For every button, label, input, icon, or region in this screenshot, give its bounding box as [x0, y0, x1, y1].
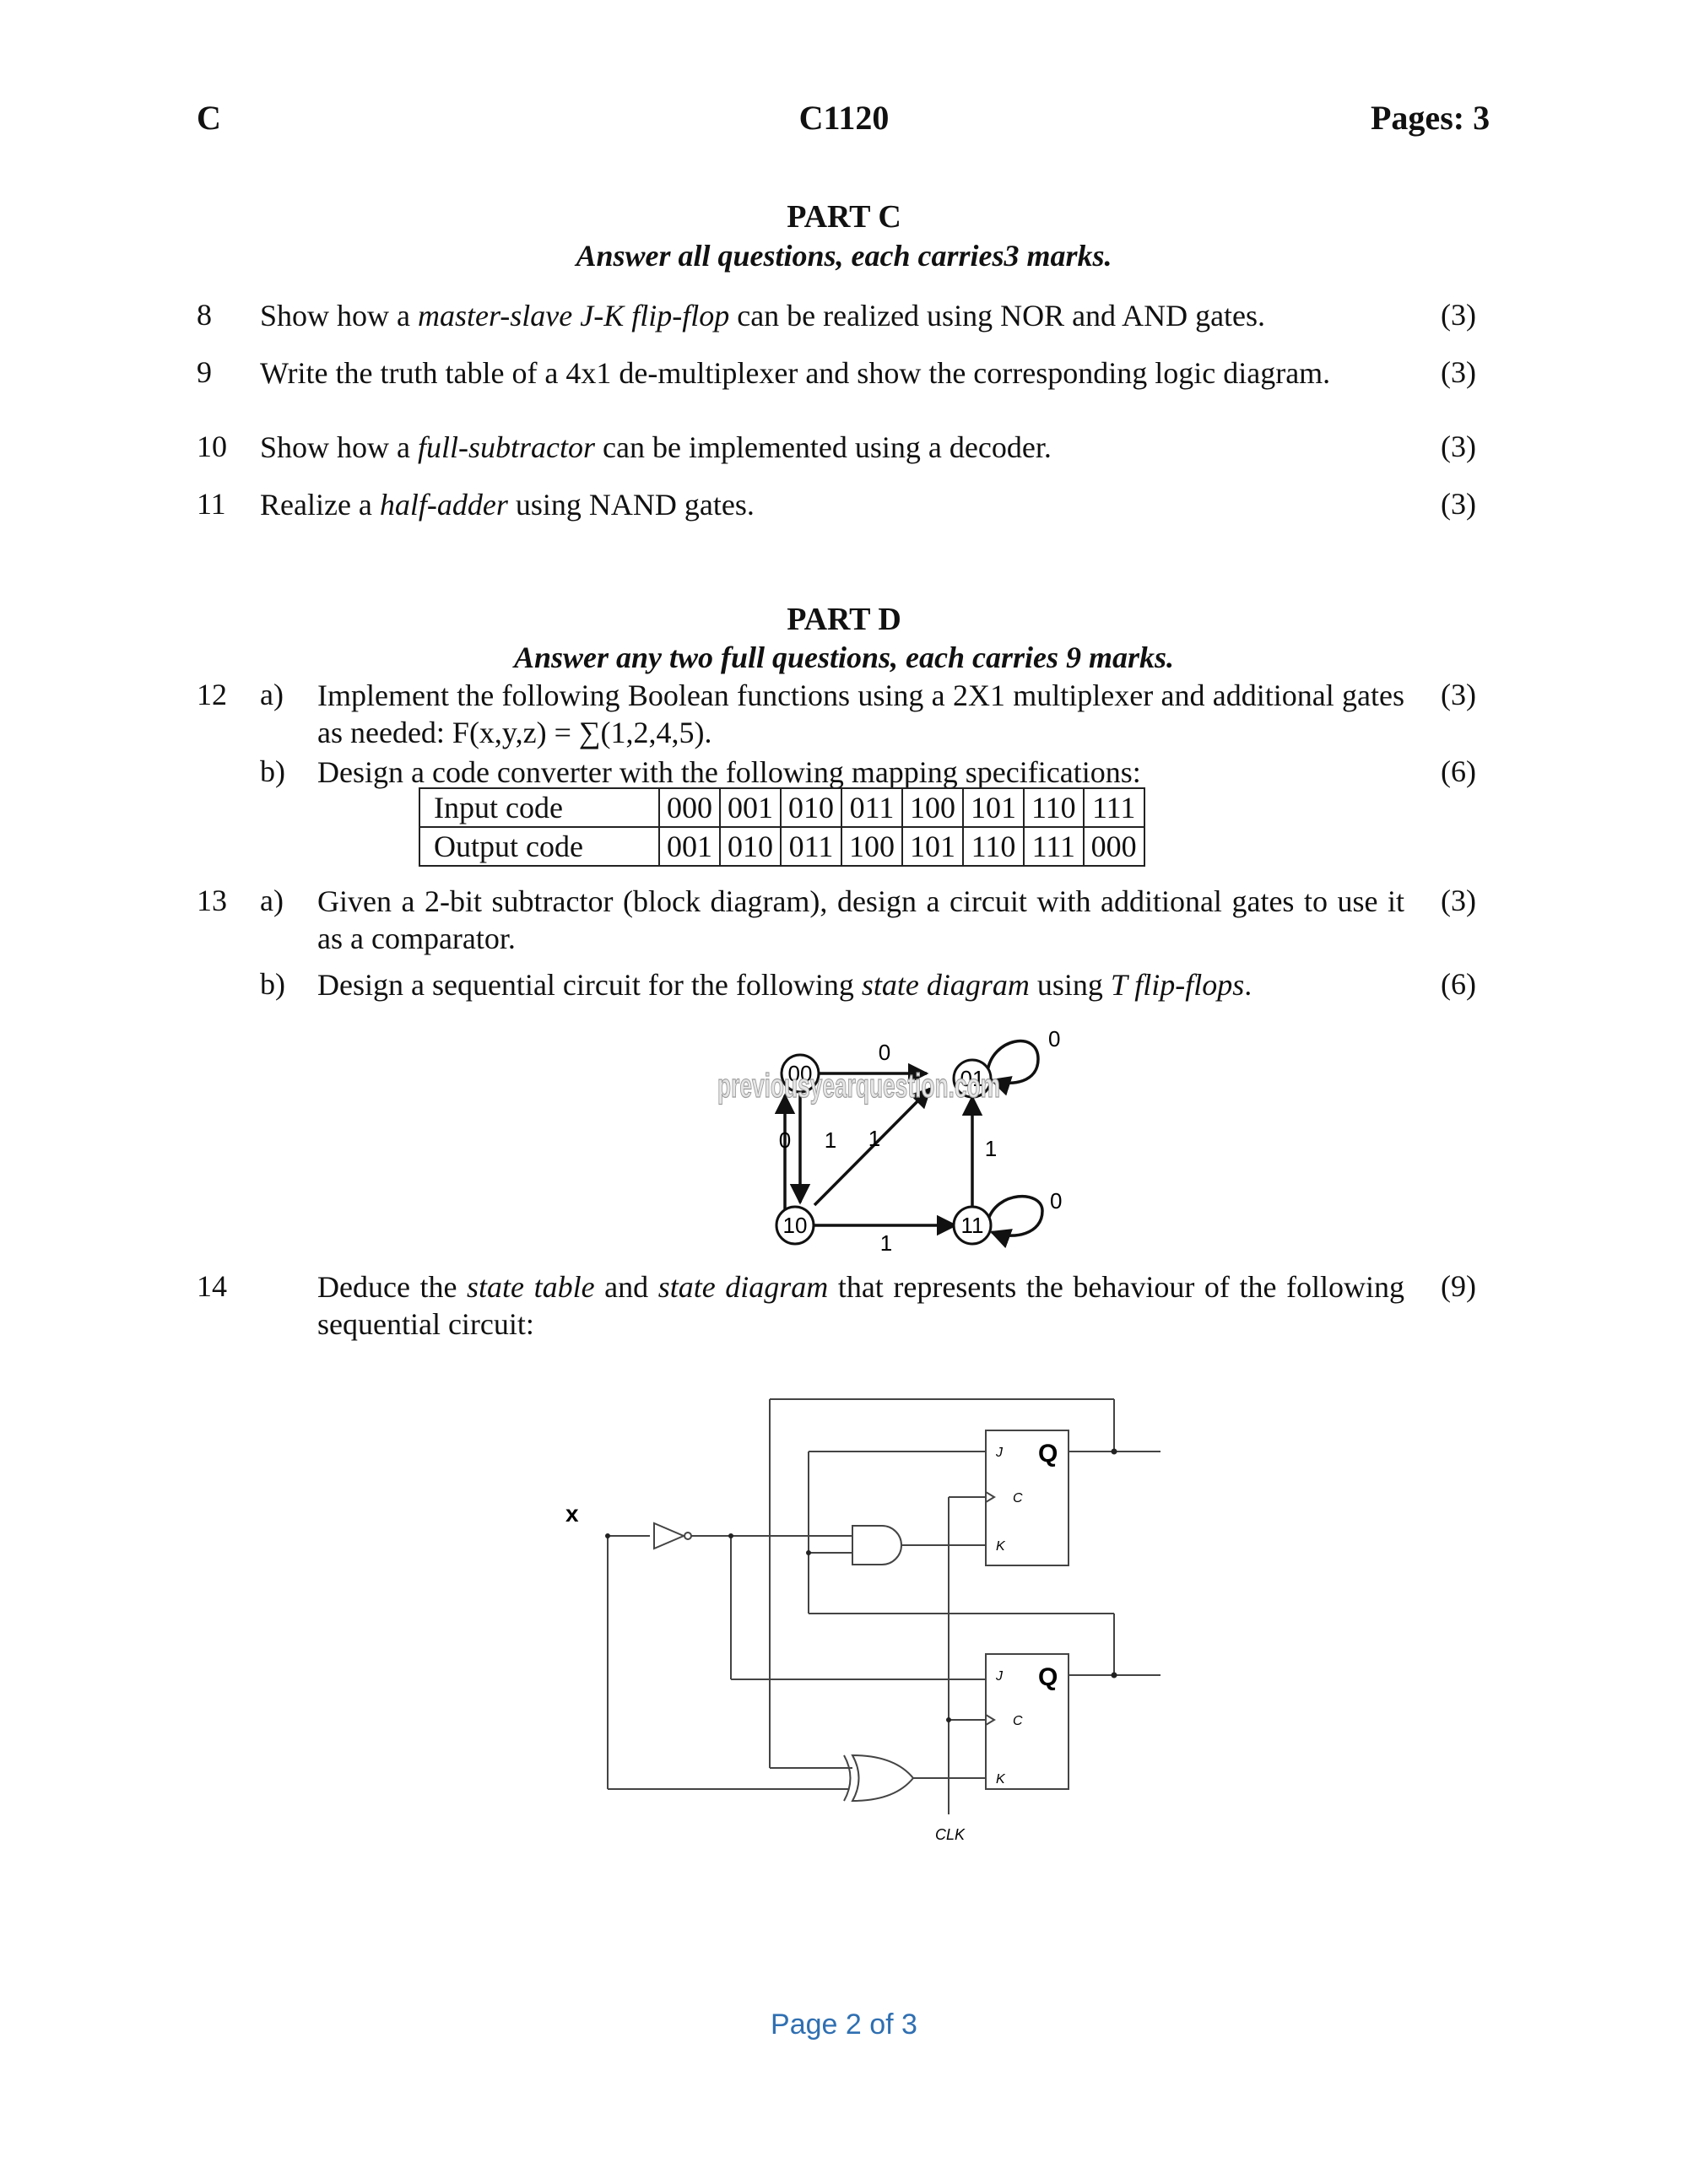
table-cell: 101 [902, 827, 963, 866]
junction-dot [605, 1533, 610, 1538]
question-marks: (6) [1441, 754, 1476, 788]
xor-gate [852, 1755, 913, 1801]
edge-label: 0 [1048, 1026, 1061, 1051]
table-cell: 111 [1024, 827, 1084, 866]
ff-pin-label: K [996, 1539, 1005, 1554]
and-gate [852, 1526, 901, 1565]
table-row [419, 788, 1144, 827]
question-marks: (3) [1441, 430, 1476, 463]
question-number: 8 [197, 298, 212, 332]
edge-label: 1 [868, 1126, 881, 1151]
xor-gate-curve [844, 1755, 851, 1801]
table-cell: 100 [841, 827, 902, 866]
question-number: 10 [197, 430, 227, 463]
question-marks: (3) [1441, 355, 1476, 389]
table-cell: 000 [1084, 827, 1144, 866]
table-cell: 100 [902, 788, 963, 827]
table-row-label: Output code [419, 827, 659, 866]
question-11-text: Realize a half-adder using NAND gates. [260, 488, 755, 522]
ff-q-label: Q [1038, 1440, 1058, 1468]
clk-label: CLK [935, 1826, 966, 1843]
page-count: Pages: 3 [1371, 99, 1491, 137]
question-marks: (3) [1441, 678, 1476, 711]
junction-dot [806, 1550, 811, 1555]
edge-label: 0 [878, 1040, 891, 1065]
header-left-letter: C [197, 99, 221, 137]
edge-label: 1 [824, 1127, 837, 1153]
question-number: 9 [197, 355, 212, 389]
ff-pin-label: C [1013, 1491, 1023, 1506]
question-number: 11 [197, 487, 226, 521]
state-diagram [701, 1021, 1089, 1274]
ff-pin-label: C [1013, 1714, 1023, 1728]
question-12a-text: Implement the following Boolean functions using a 2X1 multiplexer and additional gates as needed: F(x,y,z) = ∑(1,2,4,5). [317, 678, 1404, 749]
ff-q-label: Q [1038, 1663, 1058, 1691]
question-number: 13 [197, 884, 227, 917]
table-cell: 010 [720, 827, 781, 866]
part-d-instruction: Answer any two full questions, each carries 9 marks. [513, 641, 1175, 674]
state-label: 11 [960, 1213, 984, 1238]
paper-code: C1120 [798, 99, 890, 137]
edge-label: 0 [1050, 1188, 1063, 1214]
question-13a-text: Given a 2-bit subtractor (block diagram), design a circuit with additional gates to use it as a comparator. [317, 884, 1404, 955]
ff-pin-label: J [996, 1669, 1003, 1684]
edge-11-self [987, 1197, 1042, 1236]
question-marks: (6) [1441, 967, 1476, 1001]
junction-dot [1112, 1673, 1117, 1679]
junction-dot [728, 1533, 733, 1538]
table-cell: 110 [963, 827, 1024, 866]
subpart-label: b) [260, 967, 285, 1001]
part-c-title: PART C [787, 199, 901, 235]
subpart-label: a) [260, 678, 284, 711]
question-14-text: Deduce the state table and state diagram that represents the behaviour of the following sequential circuit: [317, 1270, 1404, 1341]
question-13b-text: Design a sequential circuit for the following state diagram using T flip-flops. [317, 968, 1252, 1002]
edge-label: 1 [984, 1136, 998, 1161]
junction-dot [946, 1717, 951, 1722]
clock-triangle [986, 1715, 994, 1725]
watermark: previousyearquestion.com [717, 1068, 1000, 1105]
edge-label: 1 [879, 1230, 893, 1256]
table-row [419, 827, 1144, 866]
state-label: 01 [960, 1066, 985, 1091]
state-label: 00 [787, 1061, 813, 1086]
input-x-label: x [565, 1500, 579, 1527]
sequential-circuit [540, 1384, 1182, 1857]
table-cell: 000 [659, 788, 720, 827]
table-cell: 011 [841, 788, 902, 827]
question-marks: (9) [1441, 1269, 1476, 1303]
ff-pin-label: J [996, 1446, 1003, 1460]
table-cell: 001 [659, 827, 720, 866]
clock-triangle [986, 1492, 994, 1502]
question-12b-text: Design a code converter with the following mapping specifications: [317, 755, 1141, 789]
question-marks: (3) [1441, 298, 1476, 332]
part-d-title: PART D [787, 602, 901, 637]
part-c-instruction: Answer all questions, each carries3 marks. [576, 239, 1112, 273]
subpart-label: b) [260, 754, 285, 788]
junction-dot [1112, 1449, 1117, 1455]
question-number: 12 [197, 678, 227, 711]
code-converter-table [419, 787, 1145, 867]
ff-pin-label: K [996, 1772, 1005, 1787]
edge-label: 0 [778, 1127, 792, 1153]
table-cell: 001 [720, 788, 781, 827]
question-number: 14 [197, 1269, 227, 1303]
question-10-text: Show how a full-subtractor can be implemented using a decoder. [260, 430, 1052, 464]
table-cell: 011 [781, 827, 841, 866]
table-cell: 101 [963, 788, 1024, 827]
table-cell: 010 [781, 788, 841, 827]
table-cell: 110 [1024, 788, 1084, 827]
question-8-text: Show how a master-slave J-K flip-flop can be realized using NOR and AND gates. [260, 299, 1266, 332]
subpart-label: a) [260, 884, 284, 917]
question-marks: (3) [1441, 884, 1476, 917]
not-gate [654, 1523, 684, 1549]
table-cell: 111 [1084, 788, 1144, 827]
page-footer: Page 2 of 3 [771, 2008, 917, 2041]
state-label: 10 [782, 1213, 808, 1238]
table-row-label: Input code [419, 788, 659, 827]
question-9-text: Write the truth table of a 4x1 de-multiplexer and show the corresponding logic diagram. [260, 356, 1331, 390]
question-marks: (3) [1441, 487, 1476, 521]
